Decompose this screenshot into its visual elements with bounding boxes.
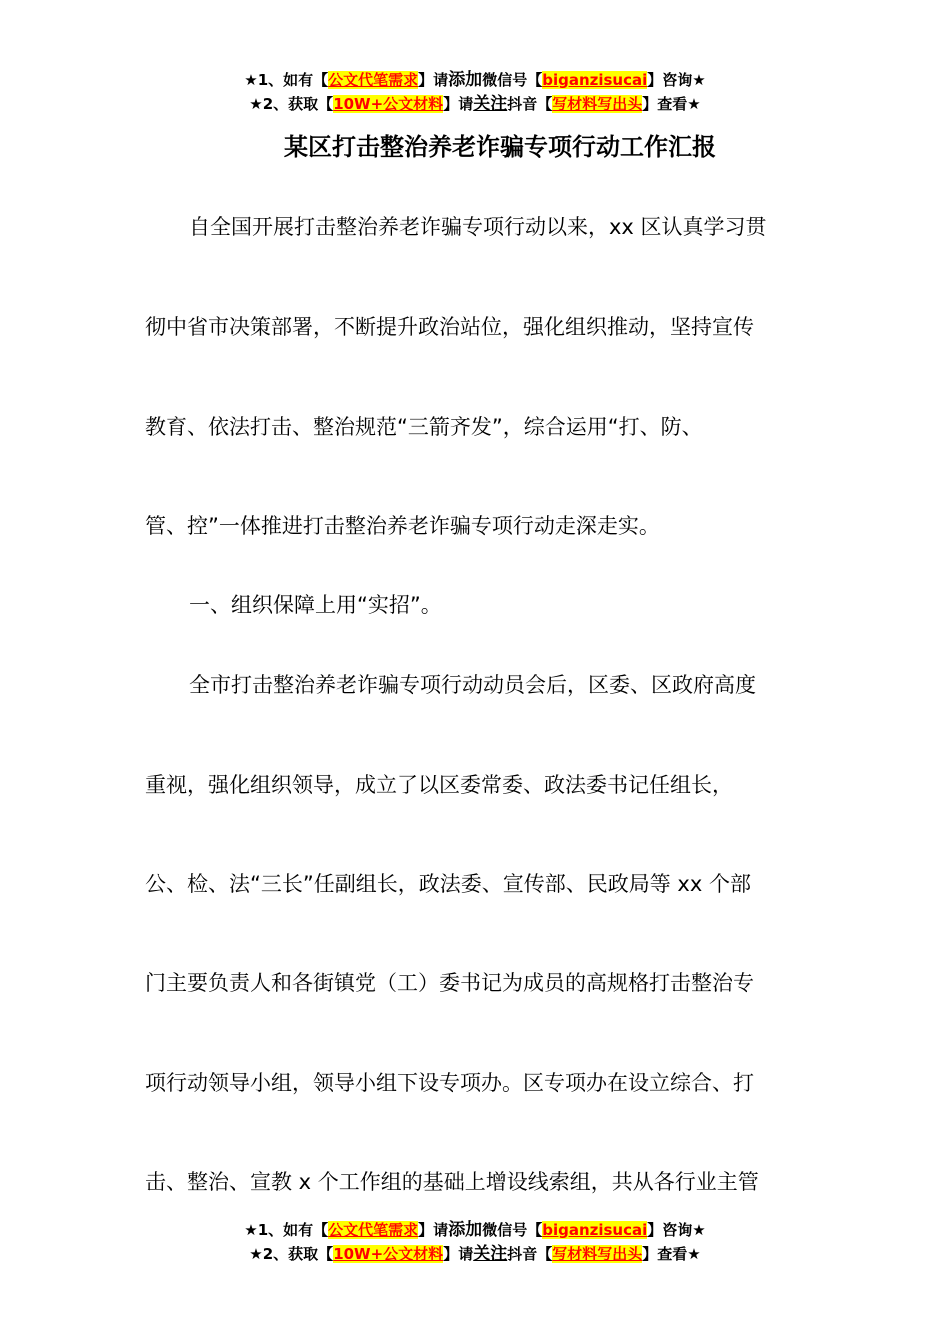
banner-line-1 xyxy=(0,68,950,92)
banner-text: ★1、如有【 xyxy=(244,71,329,89)
header-banner xyxy=(0,68,950,116)
banner-line-1 xyxy=(0,1218,950,1242)
document-title: 某区打击整治养老诈骗专项行动工作汇报 xyxy=(284,133,716,161)
paragraph-line: 教育、依法打击、整治规范“三箭齐发”，综合运用“打、防、 xyxy=(145,415,703,439)
banner-text: 微信号【 xyxy=(482,71,543,89)
paragraph-line: 门主要负责人和各街镇党（工）委书记为成员的高规格打击整治专 xyxy=(145,971,754,995)
banner-text: 】咨询★ xyxy=(647,71,706,89)
banner-text: 】咨询★ xyxy=(647,1221,706,1239)
banner-emphasis: 关注 xyxy=(473,94,508,114)
paragraph-line: 击、整治、宣教 x 个工作组的基础上增设线索组，共从各行业主管 xyxy=(145,1170,759,1194)
banner-text: 】查看★ xyxy=(642,1245,701,1263)
paragraph-line: 管、控”一体推进打击整治养老诈骗专项行动走深走实。 xyxy=(145,514,660,538)
section-heading: 一、组织保障上用“实招”。 xyxy=(189,593,442,617)
banner-text: 微信号【 xyxy=(482,1221,543,1239)
banner-text: 抖音【 xyxy=(507,1245,553,1263)
banner-highlight: biganzisucai xyxy=(542,1221,648,1239)
paragraph-line: 项行动领导小组，领导小组下设专项办。区专项办在设立综合、打 xyxy=(145,1071,754,1095)
banner-highlight: 写材料写出头 xyxy=(552,95,643,113)
banner-text: 】请 xyxy=(443,1245,474,1263)
footer-banner xyxy=(0,1218,950,1266)
paragraph-line: 自全国开展打击整治养老诈骗专项行动以来，xx 区认真学习贯 xyxy=(189,215,767,239)
banner-text: 】请 xyxy=(443,95,474,113)
banner-text: 抖音【 xyxy=(507,95,553,113)
paragraph-line: 公、检、法“三长”任副组长，政法委、宣传部、民政局等 xx 个部 xyxy=(145,872,751,896)
banner-emphasis: 添加 xyxy=(448,70,483,90)
banner-line-2 xyxy=(0,92,950,116)
banner-line-2 xyxy=(0,1242,950,1266)
paragraph-line: 重视，强化组织领导，成立了以区委常委、政法委书记任组长， xyxy=(145,773,733,797)
banner-highlight: biganzisucai xyxy=(542,71,648,89)
banner-highlight: 写材料写出头 xyxy=(552,1245,643,1263)
banner-highlight: 10W+公文材料 xyxy=(333,95,444,113)
paragraph-line: 彻中省市决策部署，不断提升政治站位，强化组织推动，坚持宣传 xyxy=(145,315,754,339)
banner-text: ★2、获取【 xyxy=(249,1245,334,1263)
banner-text: 】请 xyxy=(418,1221,449,1239)
banner-text: 】查看★ xyxy=(642,95,701,113)
banner-highlight: 公文代笔需求 xyxy=(328,1221,419,1239)
banner-text: ★2、获取【 xyxy=(249,95,334,113)
banner-highlight: 10W+公文材料 xyxy=(333,1245,444,1263)
paragraph-line: 全市打击整治养老诈骗专项行动动员会后，区委、区政府高度 xyxy=(189,673,756,697)
banner-emphasis: 关注 xyxy=(473,1244,508,1264)
banner-highlight: 公文代笔需求 xyxy=(328,71,419,89)
banner-text: ★1、如有【 xyxy=(244,1221,329,1239)
banner-emphasis: 添加 xyxy=(448,1220,483,1240)
banner-text: 】请 xyxy=(418,71,449,89)
